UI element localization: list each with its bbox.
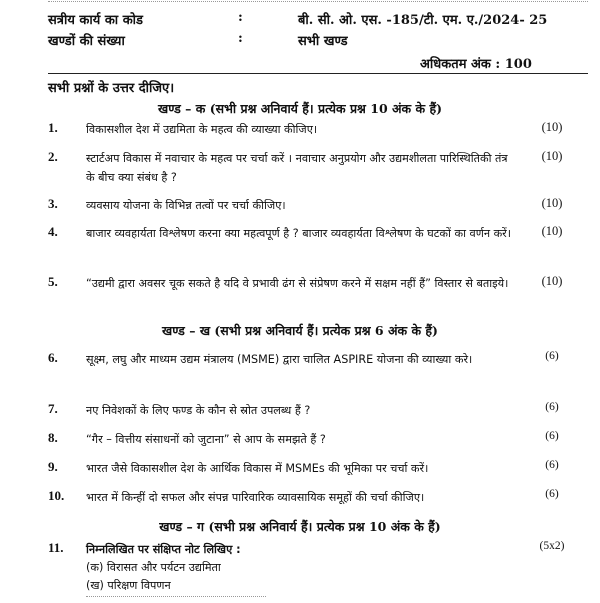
question-marks: (6) bbox=[545, 430, 559, 442]
q11-item-a: (क) विरासत और पर्यटन उद्यमिता bbox=[86, 561, 221, 574]
question-number: 8. bbox=[48, 430, 58, 445]
question-text: नए निवेशकों के लिए फण्ड के कौन से स्रोत उपलब्ध हैं ? bbox=[86, 404, 311, 417]
question-text: “गैर – वित्तीय संसाधनों को जुटाना” से आप के समझते हैं ? bbox=[86, 433, 326, 446]
header-colon: : bbox=[238, 10, 243, 25]
max-marks: अधिकतम अंक : 100 bbox=[420, 57, 532, 72]
section-heading-b: खण्ड – ख (सभी प्रश्न अनिवार्य हैं। प्रत्येक प्रश्न 6 अंक के हैं) bbox=[162, 323, 438, 338]
question-text: विकासशील देश में उद्यमिता के महत्व की व्याख्या कीजिए। bbox=[86, 123, 318, 136]
question-number: 7. bbox=[48, 401, 58, 416]
question-marks: (10) bbox=[541, 120, 563, 134]
question-number: 11. bbox=[48, 540, 64, 555]
header-colon: : bbox=[238, 31, 243, 46]
question-number: 2. bbox=[48, 149, 58, 164]
question-marks: (6) bbox=[545, 401, 559, 413]
question-marks: (6) bbox=[545, 488, 559, 500]
header-value: सभी खण्ड bbox=[298, 34, 348, 49]
question-number: 6. bbox=[48, 350, 58, 365]
question-text: निम्नलिखित पर संक्षिप्त नोट लिखिए : bbox=[86, 543, 241, 556]
question-number: 5. bbox=[48, 274, 58, 289]
question-text: भारत जैसे विकासशील देश के आर्थिक विकास में MSMEs की भूमिका पर चर्चा करें। bbox=[86, 462, 429, 475]
q11-item-b: (ख) परिक्षण विपणन bbox=[86, 579, 171, 592]
top-cutoff-line bbox=[48, 0, 588, 2]
question-number: 3. bbox=[48, 196, 58, 211]
question-text: भारत में किन्हीं दो सफल और संपन्न पारिवारिक व्यावसायिक समूहों की चर्चा कीजिए। bbox=[86, 491, 425, 504]
question-number: 9. bbox=[48, 459, 58, 474]
section-heading-a: खण्ड – क (सभी प्रश्न अनिवार्य हैं। प्रत्येक प्रश्न 10 अंक के हैं) bbox=[157, 101, 443, 116]
header-value: बी. सी. ओ. एस. -185/टी. एम. ए./2024- 25 bbox=[298, 13, 548, 28]
question-marks: (10) bbox=[541, 224, 563, 238]
question-text: स्टार्टअप विकास में नवाचार के महत्व पर चर्चा करें । नवाचार अनुप्रयोग और उद्यमशीलता पारिस्थितिकी तंत्र के बीच क्या संबंध है ? bbox=[86, 152, 508, 184]
question-marks: (10) bbox=[541, 149, 563, 163]
question-marks: (10) bbox=[541, 274, 563, 288]
divider bbox=[48, 73, 588, 74]
question-text: सूक्ष्म, लघु और माध्यम उद्यम मंत्रालय (MSME) द्वारा चालित ASPIRE योजना की व्याख्या करे। bbox=[86, 353, 473, 366]
question-number: 4. bbox=[48, 224, 58, 239]
question-text: बाजार व्यवहार्यता विश्लेषण करना क्या महत्वपूर्ण है ? बाजार व्यवहार्यता विश्लेषण के घटकों का वर्णन करें। bbox=[86, 227, 511, 240]
question-marks: (5x2) bbox=[539, 540, 565, 552]
header-key: सत्रीय कार्य का कोड bbox=[48, 13, 143, 28]
question-number: 1. bbox=[48, 120, 58, 135]
question-number: 10. bbox=[48, 488, 65, 503]
instruction: सभी प्रश्नों के उत्तर दीजिए। bbox=[48, 81, 175, 96]
question-text: “उद्यमी द्वारा अवसर चूक सकते है यदि वे प्रभावी ढंग से संप्रेषण करने में सक्षम नहीं हैं” विस्तार से बताइये। bbox=[86, 277, 509, 290]
question-text: व्यवसाय योजना के विभिन्न तत्वों पर चर्चा कीजिए। bbox=[86, 199, 286, 212]
header-key: खण्डों की संख्या bbox=[48, 34, 125, 49]
question-marks: (6) bbox=[545, 459, 559, 471]
section-heading-c: खण्ड – ग (सभी प्रश्न अनिवार्य हैं। प्रत्येक प्रश्न 10 अंक के हैं) bbox=[159, 519, 441, 534]
question-marks: (6) bbox=[545, 350, 559, 362]
question-marks: (10) bbox=[541, 196, 563, 210]
